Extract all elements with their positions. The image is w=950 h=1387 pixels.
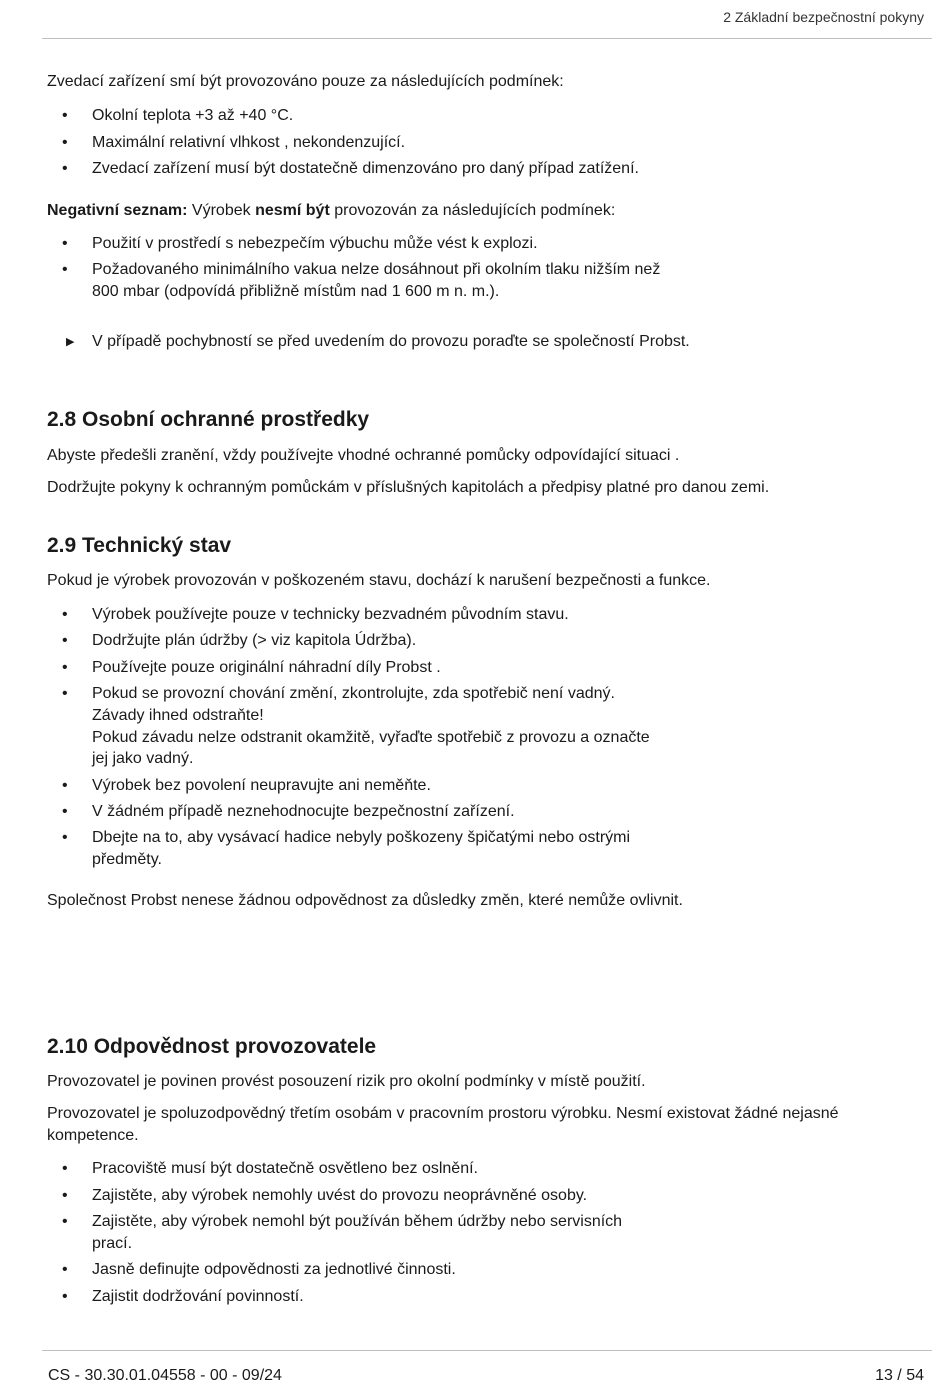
paragraph: Provozovatel je povinen provést posouzení rizik pro okolní podmínky v místě použití. [47, 1073, 646, 1090]
bullet: • [62, 777, 68, 794]
bullet: • [62, 1261, 68, 1278]
section-heading: 2.8 Osobní ochranné prostředky [47, 408, 370, 431]
bullet: • [62, 235, 68, 252]
negative-label: Negativní seznam: [47, 202, 188, 219]
list-item: Požadovaného minimálního vakua nelze dosáhnout při okolním tlaku nižším než [92, 261, 661, 278]
running-header: 2 Základní bezpečnostní pokyny [723, 9, 924, 25]
paragraph: Pokud je výrobek provozován v poškozeném stavu, dochází k narušení bezpečnosti a funkce. [47, 572, 711, 589]
paragraph: Společnost Probst nenese žádnou odpovědnost za důsledky změn, které nemůže ovlivnit. [47, 892, 683, 909]
list-item: Zvedací zařízení musí být dostatečně dimenzováno pro daný případ zatížení. [92, 160, 639, 177]
list-item: Maximální relativní vlhkost , nekondenzující. [92, 134, 406, 151]
bullet: • [62, 134, 68, 151]
bullet: • [62, 803, 68, 820]
list-item: Jasně definujte odpovědnosti za jednotlivé činnosti. [92, 1261, 456, 1278]
paragraph: Dodržujte pokyny k ochranným pomůckám v příslušných kapitolách a předpisy platné pro danou zemi. [47, 479, 770, 496]
section-heading: 2.10 Odpovědnost provozovatele [47, 1035, 377, 1058]
advice-text: V případě pochybností se před uvedením do provozu poraďte se společností Probst. [92, 333, 690, 350]
list-item: Dodržujte plán údržby (> viz kapitola Údržba). [92, 632, 417, 649]
list-item: Okolní teplota +3 až +40 °C. [92, 107, 294, 124]
list-item: Výrobek bez povolení neupravujte ani neměňte. [92, 777, 431, 794]
list-item: Používejte pouze originální náhradní díly Probst . [92, 659, 441, 676]
negative-list-intro [47, 200, 927, 222]
bullet: • [62, 606, 68, 623]
footer-divider [42, 1350, 932, 1351]
list-item-continuation: Závady ihned odstraňte! [92, 707, 264, 724]
bullet: • [62, 1288, 68, 1305]
bullet: • [62, 107, 68, 124]
bullet: • [62, 1187, 68, 1204]
list-item: Zajistěte, aby výrobek nemohl být používán během údržby nebo servisních [92, 1213, 623, 1230]
list-item: V žádném případě neznehodnocujte bezpečnostní zařízení. [92, 803, 515, 820]
list-item-continuation: Pokud závadu nelze odstranit okamžitě, vyřaďte spotřebič z provozu a označte [92, 729, 650, 746]
conditions-title: Zvedací zařízení smí být provozováno pouze za následujících podmínek: [47, 73, 564, 90]
bullet: • [62, 1160, 68, 1177]
document-id: CS - 30.30.01.04558 - 00 - 09/24 [48, 1367, 282, 1384]
negative-emphasis: nesmí být [255, 202, 330, 219]
bullet: • [62, 632, 68, 649]
arrow-icon: ▶ [66, 336, 75, 348]
list-item-continuation: jej jako vadný. [92, 750, 194, 767]
list-item: Dbejte na to, aby vysávací hadice nebyly poškozeny špičatými nebo ostrými [92, 829, 631, 846]
negative-text: Výrobek [187, 202, 256, 219]
list-item-continuation: předměty. [92, 851, 162, 868]
bullet: • [62, 160, 68, 177]
list-item: Pokud se provozní chování změní, zkontrolujte, zda spotřebič není vadný. [92, 685, 615, 702]
paragraph: Provozovatel je spoluzodpovědný třetím osobám v pracovním prostoru výrobku. Nesmí existovat žádné nejasné [47, 1105, 839, 1122]
list-item: Zajistit dodržování povinností. [92, 1288, 304, 1305]
bullet: • [62, 1213, 68, 1230]
page-number: 13 / 54 [875, 1367, 924, 1384]
list-item: Pracoviště musí být dostatečně osvětleno bez oslnění. [92, 1160, 478, 1177]
list-item: Použití v prostředí s nebezpečím výbuchu může vést k explozi. [92, 235, 538, 252]
bullet: • [62, 829, 68, 846]
bullet: • [62, 261, 68, 278]
bullet: • [62, 685, 68, 702]
paragraph-continuation: kompetence. [47, 1127, 139, 1144]
list-item: Zajistěte, aby výrobek nemohly uvést do provozu neoprávněné osoby. [92, 1187, 588, 1204]
list-item-continuation: 800 mbar (odpovídá přibližně místům nad 1 600 m n. m.). [92, 283, 500, 300]
negative-text: provozován za následujících podmínek: [329, 202, 616, 219]
paragraph: Abyste předešli zranění, vždy používejte vhodné ochranné pomůcky odpovídající situaci . [47, 447, 680, 464]
header-divider [42, 38, 932, 39]
list-item-continuation: prací. [92, 1235, 133, 1252]
list-item: Výrobek používejte pouze v technicky bezvadném původním stavu. [92, 606, 569, 623]
bullet: • [62, 659, 68, 676]
section-heading: 2.9 Technický stav [47, 534, 232, 557]
